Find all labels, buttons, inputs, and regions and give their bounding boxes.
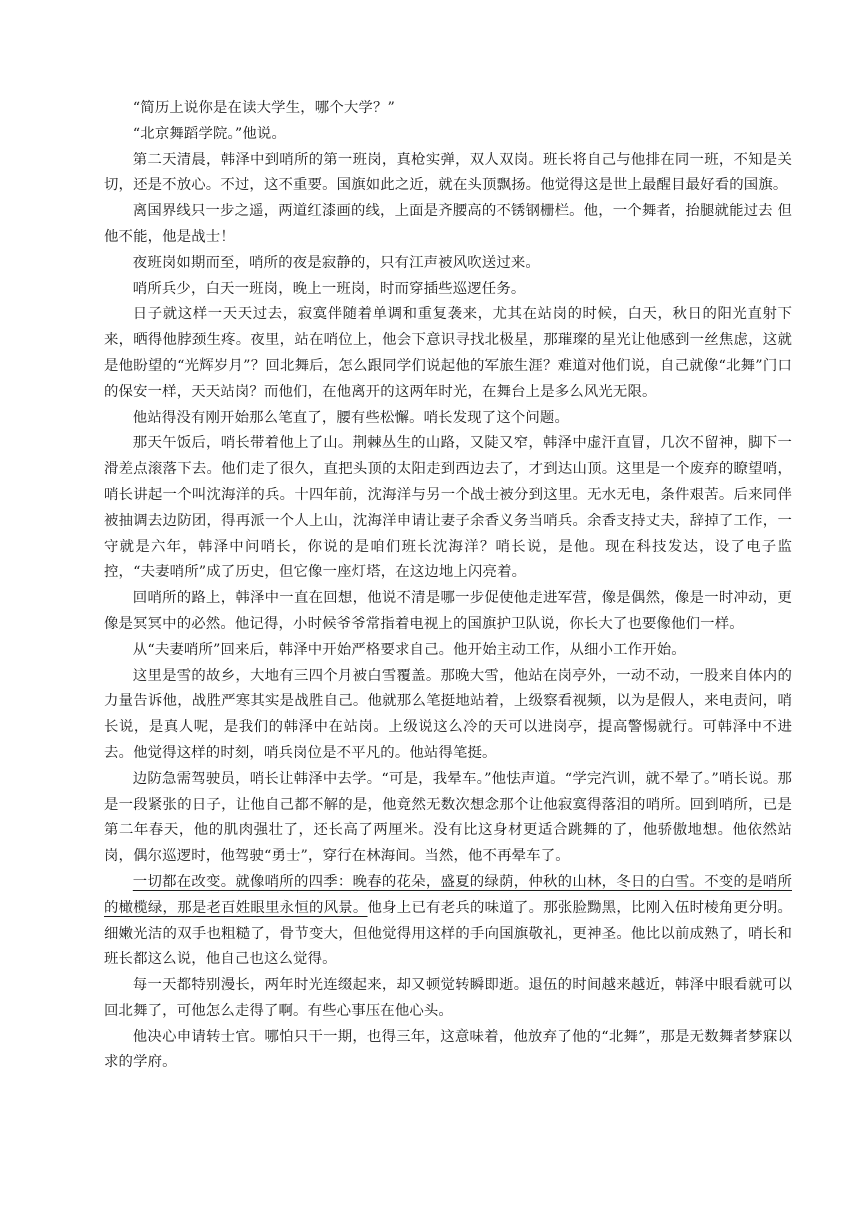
- paragraph-13: 边防急需驾驶员，哨长让韩泽中去学。“可是，我晕车。”他怯声道。“学完汽训，就不晕了。”哨长说。那是一段紧张的日子，让他自己都不解的是，他竟然无数次想念那个让他寂寞得落泪的哨所。回到哨所，已是第二年春天，他的肌肉强壮了，还长高了两厘米。没有比这身材更适合跳舞的了，他骄傲地想。他依然站岗，偶尔巡逻时，他驾驶“勇士”，穿行在林海间。当然，他不再晕车了。: [104, 770, 792, 865]
- paragraph-4: 离国界线只一步之遥，两道红漆画的线，上面是齐腰高的不锈钢栅栏。他，一个舞者，抬腿就能过去 但他不能，他是战士！: [104, 203, 792, 245]
- paragraph-7: 日子就这样一天天过去，寂寞伴随着单调和重复袭来，尤其在站岗的时候，白天，秋日的阳光直射下来，晒得他脖颈生疼。夜里，站在哨位上，他会下意识寻找北极星，那璀璨的星光让他感到一丝焦虑，这就是他盼望的“光辉岁月”？回北舞后，怎么跟同学们说起他的军旅生涯？难道对他们说，自己就像“北舞”门口的保安一样，天天站岗？而他们，在他离开的这两年时光，在舞台上是多么风光无限。: [104, 306, 792, 400]
- paragraph-11: 从“夫妻哨所”回来后，韩泽中开始严格要求自己。他开始主动工作，从细小工作开始。: [132, 641, 686, 658]
- paragraph-8: 他站得没有刚开始那么笔直了，腰有些松懈。哨长发现了这个问题。: [132, 409, 570, 426]
- paragraph-9: 那天午饭后，哨长带着他上了山。荆棘丛生的山路，又陡又窄，韩泽中虚汗直冒，几次不留神，脚下一滑差点滚落下去。他们走了很久，直把头顶的太阳走到西边去了，才到达山顶。这里是一个废弃的瞭望哨，哨长讲起一个叫沈海洋的兵。十四年前，沈海洋与另一个战士被分到这里。无水无电，条件艰苦。后来同伴被抽调去边防团，得再派一个人上山，沈海洋申请让妻子余香义务当哨兵。余香支持丈夫，辞掉了工作，一守就是六年，韩泽中问哨长，你说的是咱们班长沈海洋？哨长说，是他。现在科技发达，设了电子监控，“夫妻哨所”成了历史，但它像一座灯塔，在这边地上闪亮着。: [104, 435, 792, 581]
- underlined-sentence: 一切都在改变。就像哨所的四季：晚春的花朵，盛夏的绿荫，仲秋的山林，冬日的白雪。不变的是哨所的橄榄绿，那是老百姓眼里永恒的风景。: [104, 873, 792, 916]
- paragraph-15: 每一天都特别漫长，两年时光连缀起来，却又顿觉转瞬即逝。退伍的时间越来越近，韩泽中眼看就可以回北舞了，可他怎么走得了啊。有些心事压在他心头。: [104, 977, 792, 1019]
- paragraph-3: 第二天清晨，韩泽中到哨所的第一班岗，真枪实弹，双人双岗。班长将自己与他排在同一班，不知是关切，还是不放心。不过，这不重要。国旗如此之近，就在头顶飘扬。他觉得这是世上最醒目最好看的国旗。: [104, 151, 792, 194]
- paragraph-10: 回哨所的路上，韩泽中一直在回想，他说不清是哪一步促使他走进军营，像是偶然，像是一时冲动，更像是冥冥中的必然。他记得，小时候爷爷常指着电视上的国旗护卫队说，你长大了也要像他们一样。: [104, 590, 792, 632]
- article-body: [104, 96, 792, 1076]
- paragraph-14: [104, 870, 792, 973]
- paragraph-12: 这里是雪的故乡，大地有三四个月被白雪覆盖。那晚大雪，他站在岗亭外，一动不动，一股来自体内的力量告诉他，战胜严寒其实是战胜自己。他就那么笔挺地站着，上级察看视频，以为是假人，来电责问，哨长说，是真人呢，是我们的韩泽中在站岗。上级说这么冷的天可以进岗亭，提高警惕就行。可韩泽中不进去。他觉得这样的时刻，哨兵岗位是不平凡的。他站得笔挺。: [104, 667, 792, 761]
- paragraph-16: 他决心申请转士官。哪怕只干一期，也得三年，这意味着，他放弃了他的“北舞”，那是无数舞者梦寐以求的学府。: [104, 1028, 792, 1071]
- paragraph-1: “简历上说你是在读大学生，哪个大学？”: [132, 100, 396, 116]
- paragraph-2: “北京舞蹈学院。”他说。: [132, 125, 287, 142]
- paragraph-5: 夜班岗如期而至，哨所的夜是寂静的，只有江声被风吹送过来。: [132, 254, 540, 271]
- paragraph-14-rest: 他身上已有老兵的味道了。那张脸黝黑，比刚入伍时棱角更分明。细嫩光洁的双手也粗糙了，骨节变大，但他觉得用这样的手向国旗敬礼，更神圣。他比以前成熟了，哨长和班长都这么说，他自己也这么觉得。: [104, 899, 792, 968]
- paragraph-6: 哨所兵少，白天一班岗，晚上一班岗，时而穿插些巡逻任务。: [132, 280, 526, 297]
